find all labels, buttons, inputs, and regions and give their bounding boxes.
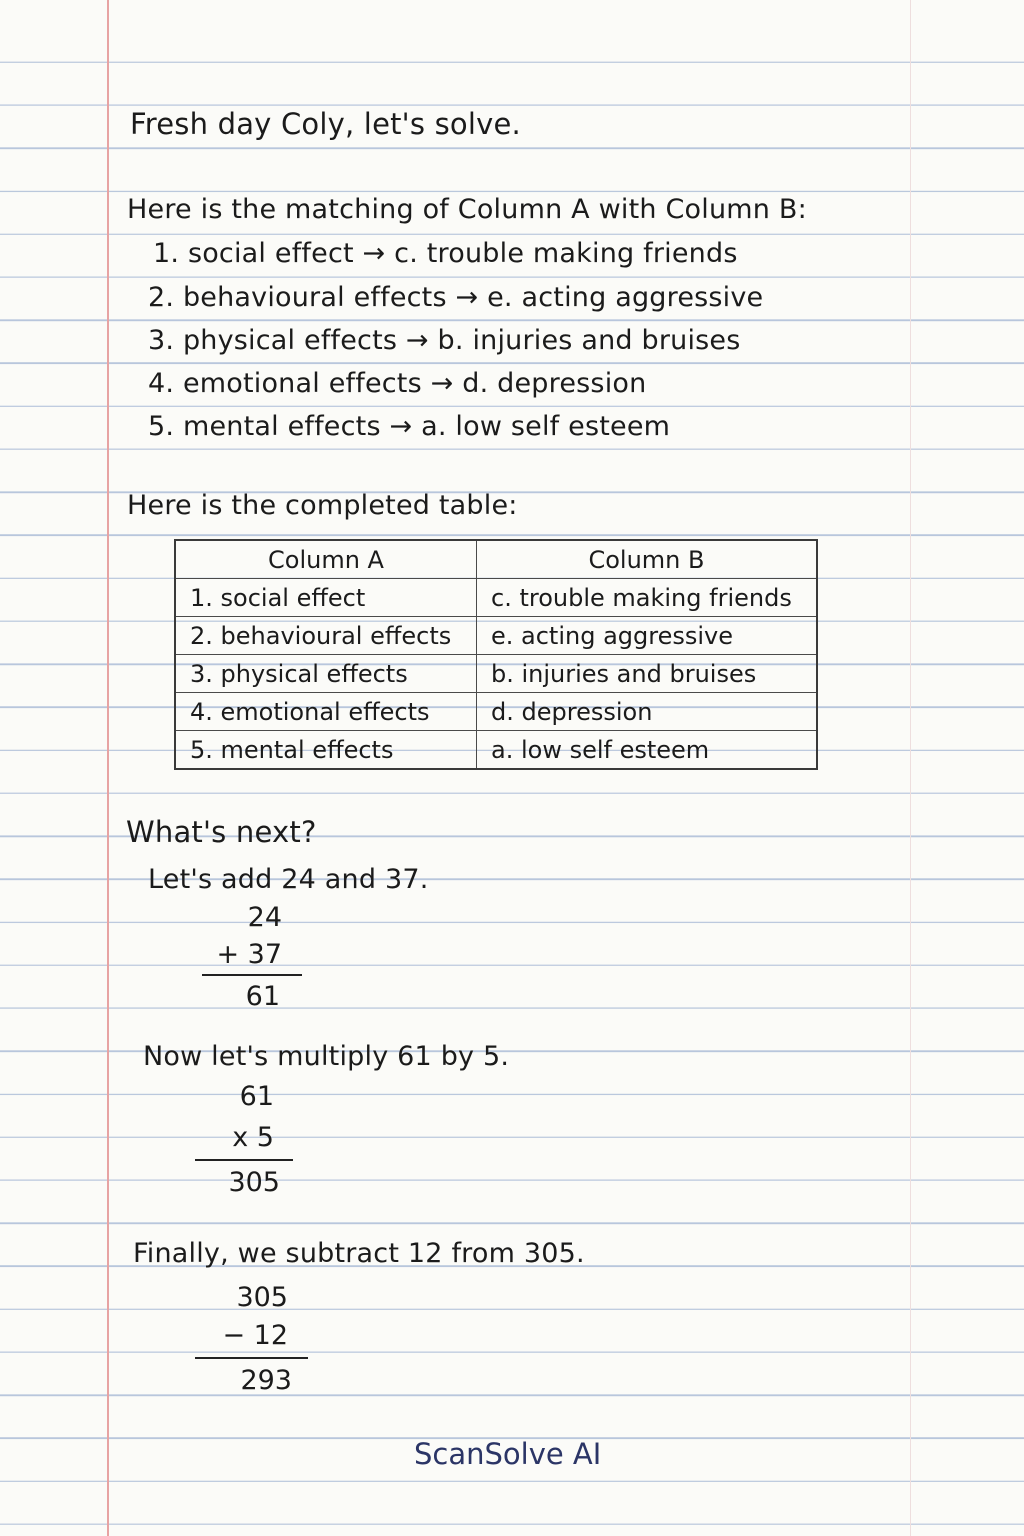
multiplication-top-number: 61: [239, 1081, 274, 1112]
table-intro: Here is the completed table:: [127, 490, 518, 521]
column-a-cell: 1. social effect: [175, 579, 477, 617]
addition-text: Let's add 24 and 37.: [148, 864, 429, 895]
next-heading: What's next?: [126, 815, 317, 849]
match-item: 5. mental effects → a. low self esteem: [148, 411, 671, 442]
table-row: [175, 579, 817, 617]
multiplication-text: Now let's multiply 61 by 5.: [143, 1041, 510, 1072]
table-header-row: [175, 540, 817, 579]
column-b-cell: c. trouble making friends: [477, 579, 818, 617]
column-a-cell: 5. mental effects: [175, 731, 477, 770]
column-b-cell: e. acting aggressive: [477, 617, 818, 655]
match-item: 4. emotional effects → d. depression: [148, 368, 647, 399]
addition-result: 61: [245, 981, 280, 1012]
margin-line: [107, 0, 109, 1536]
subtraction-result: 293: [240, 1365, 292, 1396]
table-row: [175, 617, 817, 655]
multiplication-result: 305: [228, 1167, 280, 1198]
matching-intro: Here is the matching of Column A with Column B:: [127, 194, 807, 225]
table-row: [175, 731, 817, 770]
column-a-cell: 2. behavioural effects: [175, 617, 477, 655]
right-margin-line: [910, 0, 911, 1536]
match-item: 1. social effect → c. trouble making friends: [153, 238, 738, 269]
column-b-cell: a. low self esteem: [477, 731, 818, 770]
footer-brand: ScanSolve AI: [414, 1437, 602, 1471]
match-item: 3. physical effects → b. injuries and bruises: [148, 325, 741, 356]
addition-top-number: 24: [247, 902, 282, 933]
subtraction-second-number: − 12: [222, 1320, 288, 1351]
subtraction-text: Finally, we subtract 12 from 305.: [133, 1238, 585, 1269]
column-b-header: Column B: [477, 540, 818, 579]
completed-table: [174, 539, 818, 770]
subtraction-result-line: [195, 1357, 308, 1359]
column-a-header: Column A: [175, 540, 477, 579]
column-a-cell: 4. emotional effects: [175, 693, 477, 731]
greeting: Fresh day Coly, let's solve.: [130, 107, 521, 141]
table-row: [175, 693, 817, 731]
column-b-cell: b. injuries and bruises: [477, 655, 818, 693]
multiplication-second-number: x 5: [232, 1122, 274, 1153]
addition-result-line: [202, 974, 302, 976]
table-row: [175, 655, 817, 693]
column-a-cell: 3. physical effects: [175, 655, 477, 693]
multiplication-result-line: [195, 1159, 293, 1161]
addition-second-number: + 37: [216, 939, 282, 970]
match-item: 2. behavioural effects → e. acting aggressive: [148, 282, 764, 313]
subtraction-top-number: 305: [236, 1282, 288, 1313]
column-b-cell: d. depression: [477, 693, 818, 731]
